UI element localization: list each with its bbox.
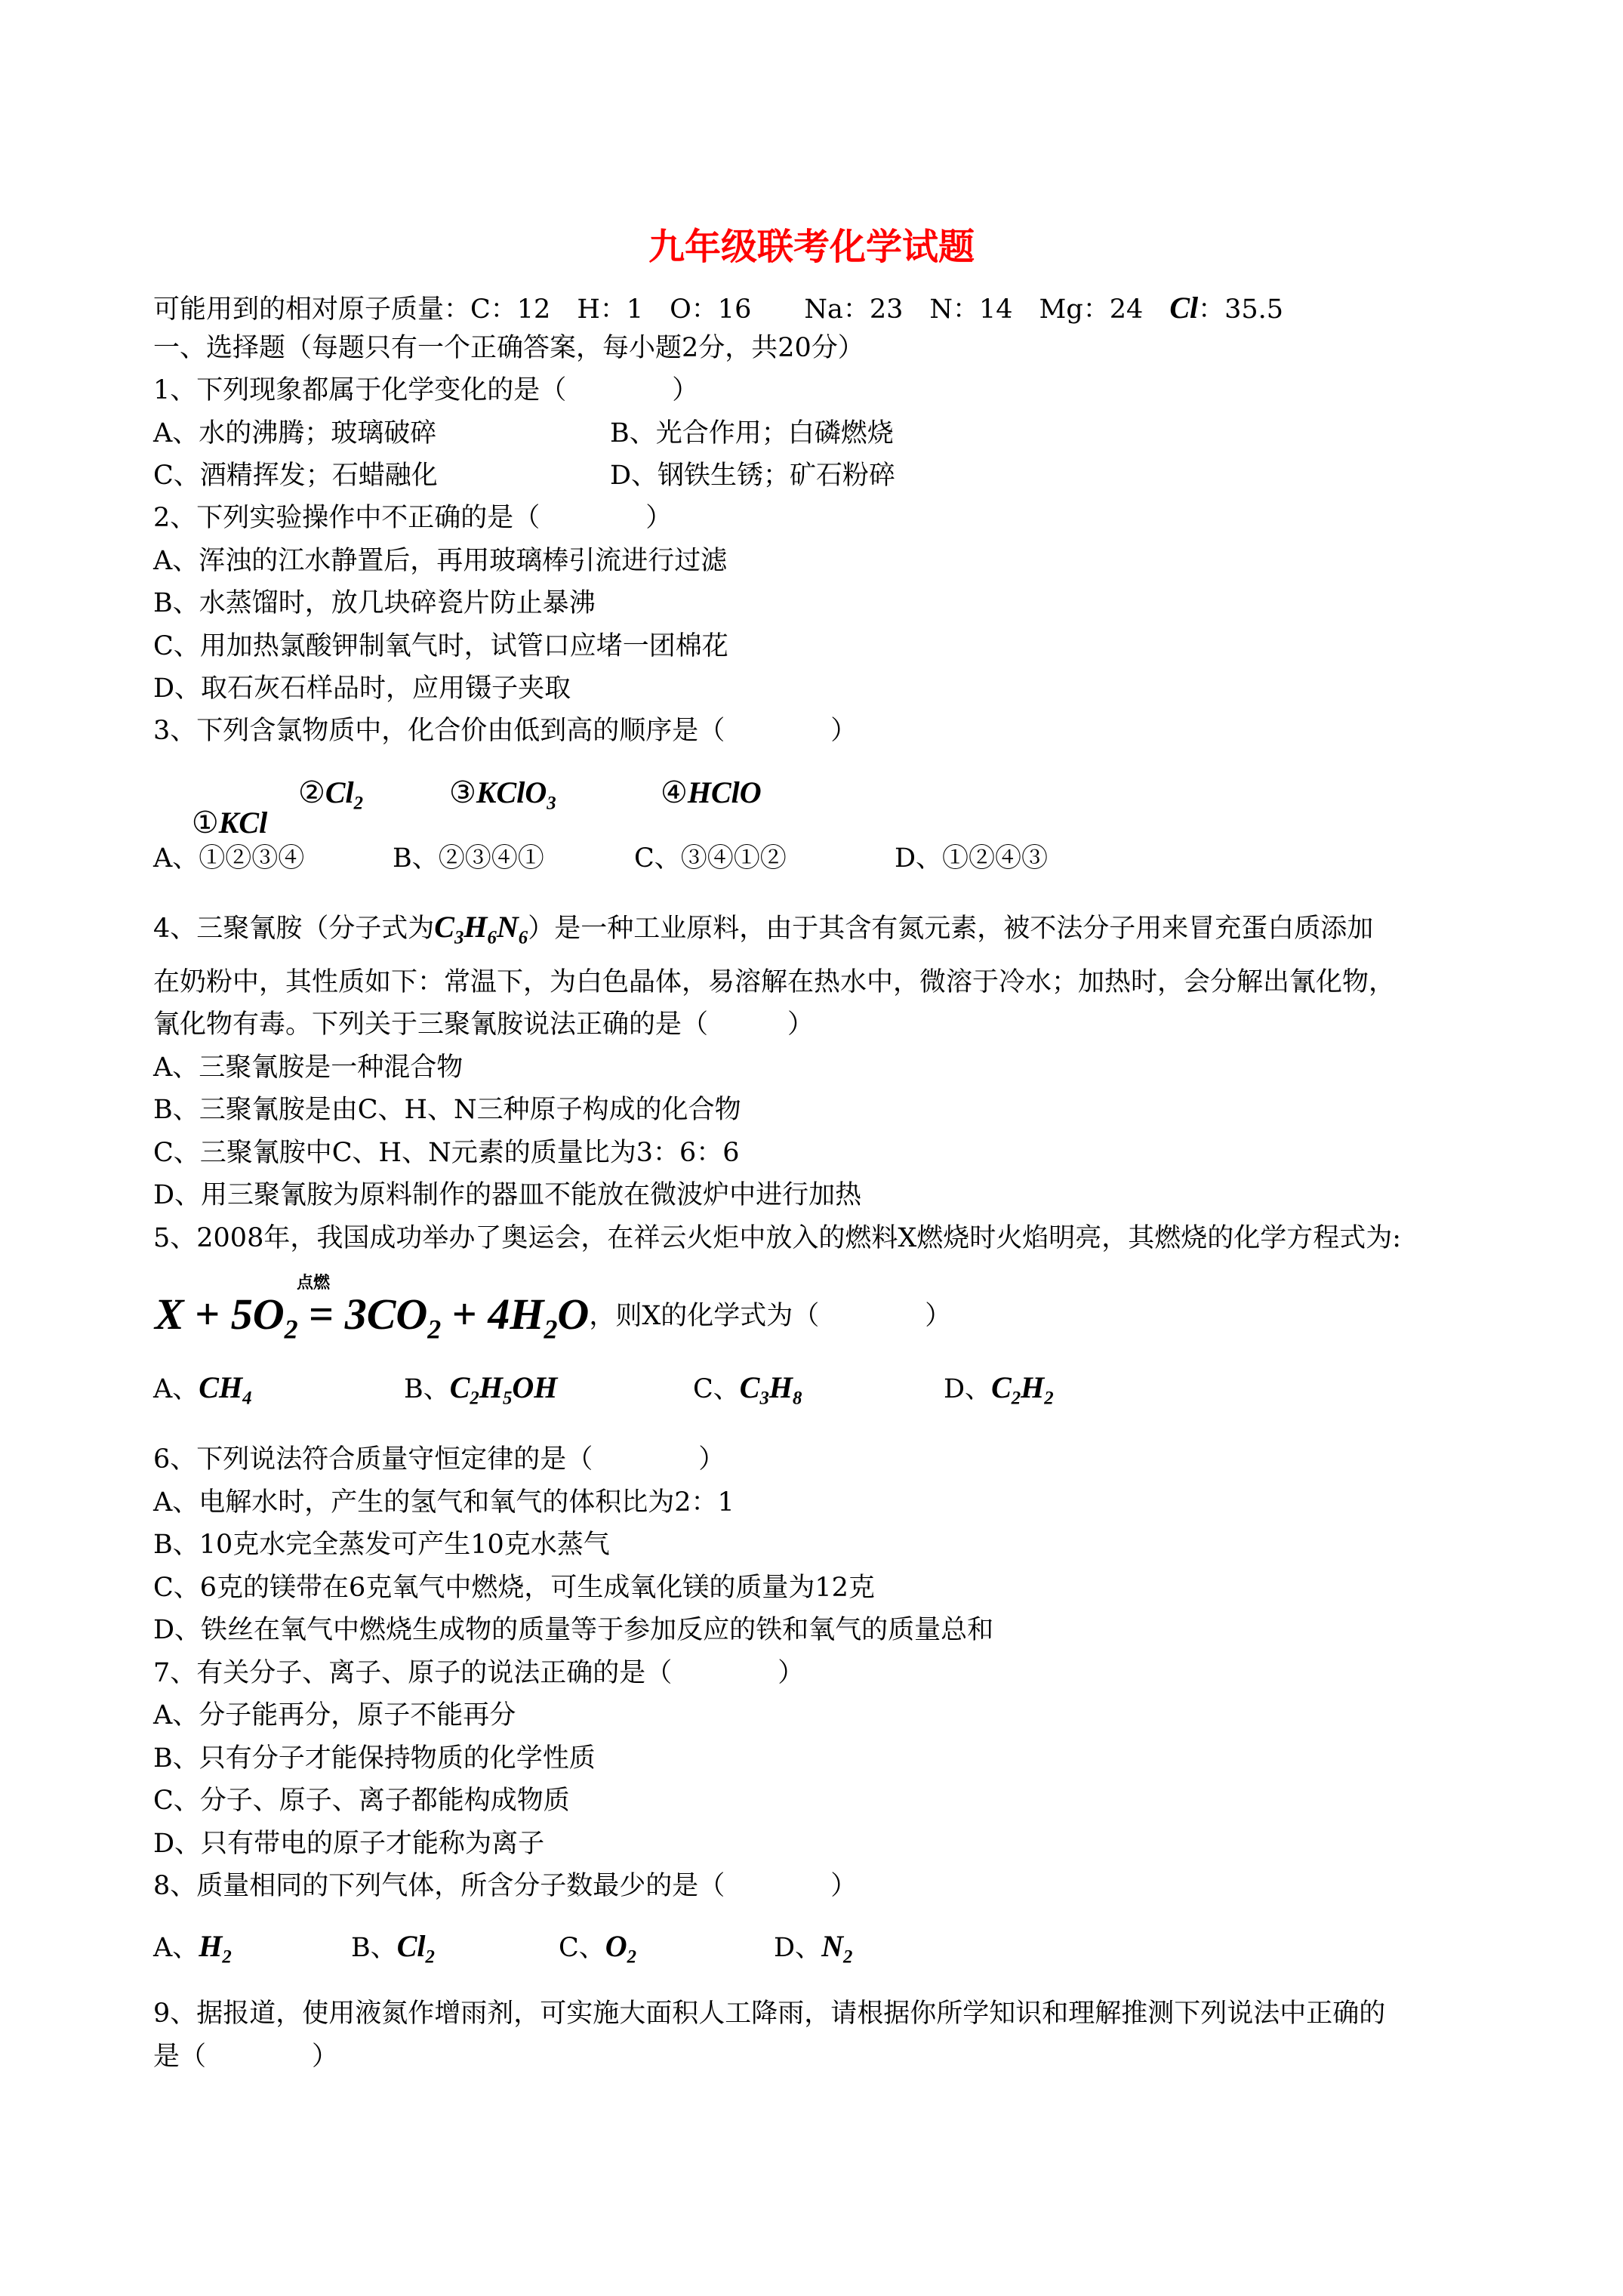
q8-option-a: A、$H_2$: [153, 1929, 232, 1968]
q1-option-a: A、水的沸腾；玻璃破碎: [153, 418, 437, 448]
question-1-stem: 1、下列现象都属于化学变化的是（ ）: [153, 375, 699, 405]
circled-4: ④: [661, 775, 688, 810]
q3-option-c: C、③④①②: [634, 843, 787, 874]
q6-option-d: D、铁丝在氧气中燃烧生成物的质量等于参加反应的铁和氧气的质量总和: [153, 1615, 994, 1645]
q4-line-2: 在奶粉中，其性质如下：常温下，为白色晶体，易溶解在热水中，微溶于冷水；加热时，会分解出氰化物，: [153, 967, 1396, 997]
q8-option-d: D、$N_2$: [774, 1929, 853, 1968]
q2-option-d: D、取石灰石样品时，应用镊子夹取: [153, 673, 571, 704]
q7-option-b: B、只有分子才能保持物质的化学性质: [153, 1743, 596, 1774]
q3-option-d: D、①②④③: [895, 843, 1049, 874]
question-5-stem: 5、2008年，我国成功举办了奥运会，在祥云火炬中放入的燃料X燃烧时火焰明亮，其燃烧的化学方程式为:: [153, 1223, 1402, 1253]
q4-option-d: D、用三聚氰胺为原料制作的器皿不能放在微波炉中进行加热: [153, 1180, 862, 1210]
q2-option-c: C、用加热氯酸钾制氧气时，试管口应堵一团棉花: [153, 631, 728, 661]
q5-tail: ，则X的化学式为（ ）: [589, 1301, 952, 1331]
q2-option-b: B、水蒸馏时，放几块碎瓷片防止暴沸: [153, 588, 596, 618]
circled-3: ③: [449, 775, 476, 810]
q4-option-a: A、三聚氰胺是一种混合物: [153, 1052, 463, 1083]
question-2-stem: 2、下列实验操作中不正确的是（ ）: [153, 503, 673, 533]
circled-1: ①: [191, 806, 219, 840]
q6-option-b: B、10克水完全蒸发可产生10克水蒸气: [153, 1530, 610, 1560]
q3-option-b: B、②③④①: [393, 843, 544, 874]
q9-line-2: 是（ ）: [153, 2042, 339, 2072]
q3-compound-2: $②Cl_2$: [298, 775, 364, 814]
q7-option-d: D、只有带电的原子才能称为离子: [153, 1829, 545, 1859]
q3-compound-4: [661, 775, 762, 810]
formula-hclo: HClO: [687, 775, 762, 809]
formula-cl2: Cl: [325, 775, 354, 809]
circled-2: ②: [298, 775, 325, 810]
formula-kcl: KCl: [218, 806, 268, 840]
question-4-stem: 4、三聚氰胺（分子式为$C_3H_6N_6$）是一种工业原料，由于其含有氮元素，被不法分子用来冒充蛋白质添加: [153, 910, 1374, 948]
q4-option-c: C、三聚氰胺中C、H、N元素的质量比为3：6：6: [153, 1138, 740, 1168]
question-7-stem: 7、有关分子、离子、原子的说法正确的是（ ）: [153, 1658, 805, 1688]
combustion-equation: [155, 1290, 952, 1345]
q4-line-3: 氰化物有毒。下列关于三聚氰胺说法正确的是（ ）: [153, 1009, 815, 1040]
question-8-stem: 8、质量相同的下列气体，所含分子数最少的是（ ）: [153, 1871, 858, 1901]
atomic-mass-text: 可能用到的相对原子质量：C：12 H：1 O：16 Na：23 N：14 Mg：24: [153, 294, 1170, 325]
question-9-stem: 9、据报道，使用液氮作增雨剂，可实施大面积人工降雨，请根据你所学知识和理解推测下列说法中正确的: [153, 1999, 1386, 2029]
atomic-mass-line: [153, 293, 1283, 323]
q1-option-d: D、钢铁生锈；矿石粉碎: [610, 461, 896, 491]
q1-option-b: B、光合作用；白磷燃烧: [610, 418, 894, 448]
question-3-stem: 3、下列含氯物质中，化合价由低到高的顺序是（ ）: [153, 716, 858, 746]
q7-option-a: A、分子能再分，原子不能再分: [153, 1700, 516, 1730]
q7-option-c: C、分子、原子、离子都能构成物质: [153, 1786, 570, 1816]
page-title: 九年级联考化学试题: [648, 226, 975, 268]
q5-option-b: B、$C_2H_5OH$: [404, 1370, 558, 1409]
q4-option-b: B、三聚氰胺是由C、H、N三种原子构成的化合物: [153, 1095, 741, 1125]
formula-melamine: $C_3H_6N_6$: [434, 910, 528, 948]
q3-compound-3: ③KClO$_3$: [449, 775, 556, 814]
question-6-stem: 6、下列说法符合质量守恒定律的是（ ）: [153, 1444, 725, 1475]
q8-option-c: C、$O_2$: [559, 1929, 637, 1968]
q5-option-d: D、$C_2H_2$: [944, 1370, 1054, 1409]
section-heading: 一、选择题（每题只有一个正确答案，每小题2分，共20分）: [153, 333, 864, 363]
q3-option-a: A、①②③④: [153, 843, 305, 874]
reaction-condition: 点燃: [297, 1273, 331, 1293]
q5-option-c: C、$C_3H_8$: [693, 1370, 802, 1409]
q2-option-a: A、浑浊的江水静置后，再用玻璃棒引流进行过滤: [153, 546, 728, 576]
equation-formula: $X + 5O_2 = 3CO_2 + 4H_2O$: [155, 1290, 590, 1345]
q6-option-a: A、电解水时，产生的氢气和氧气的体积比为2：1: [153, 1487, 735, 1518]
cl-value: ：35.5: [1198, 294, 1284, 325]
formula-kclo3: KClO: [476, 775, 547, 809]
q6-option-c: C、6克的镁带在6克氧气中燃烧，可生成氧化镁的质量为12克: [153, 1573, 875, 1603]
q8-option-b: B、$Cl_2$: [351, 1929, 435, 1968]
cl-symbol: Cl: [1169, 291, 1199, 325]
q5-option-a: A、$CH_4$: [153, 1370, 252, 1409]
q1-option-c: C、酒精挥发；石蜡融化: [153, 461, 438, 491]
